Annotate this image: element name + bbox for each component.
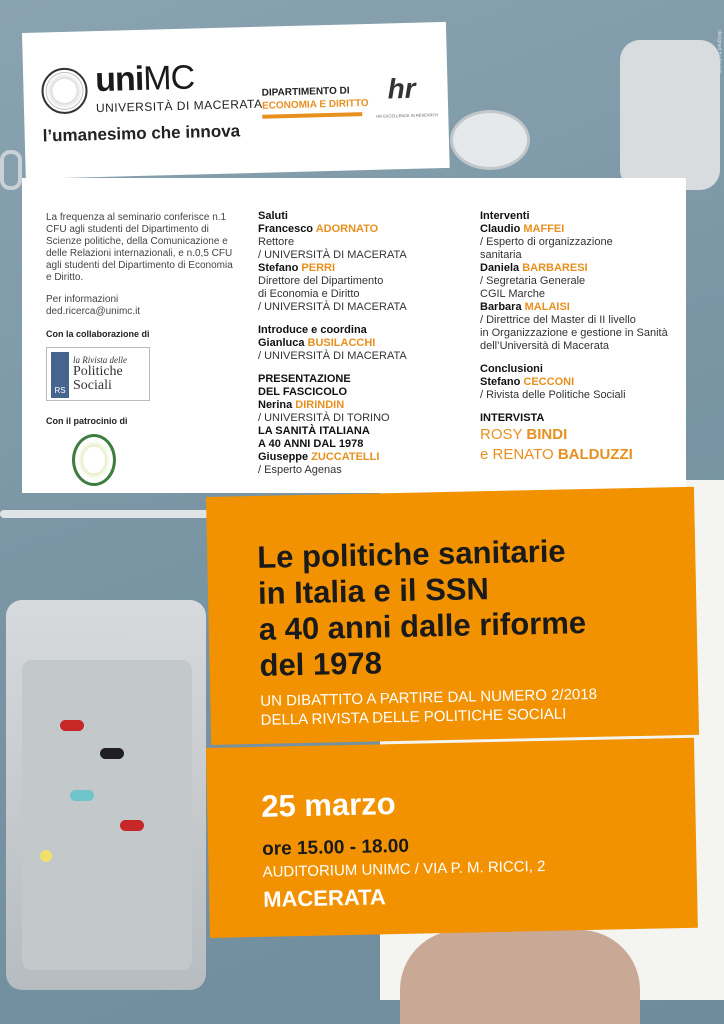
speaker-role: dell’Università di Macerata <box>480 340 609 352</box>
speaker-first-name: Giuseppe <box>258 451 312 463</box>
speaker-last-name: BUSILACCHI <box>307 337 376 349</box>
speaker-role: in Organizzazione e gestione in Sanità <box>480 327 668 339</box>
coordina-heading: Introduce e coordina <box>258 324 367 336</box>
speaker-first-name: Gianluca <box>258 337 308 349</box>
rivista-line1: la Rivista delle <box>73 355 127 365</box>
title-line: in Italia e il SSN <box>257 571 490 611</box>
speaker-last-name: DIRINDIN <box>295 399 345 411</box>
pill-decoration <box>120 820 144 831</box>
talk-title: A 40 ANNI DAL 1978 <box>258 438 364 450</box>
info-column-left <box>46 212 236 486</box>
motto: l’umanesimo che innova <box>42 121 241 146</box>
event-venue: AUDITORIUM UNIMC / VIA P. M. RICCI, 2 <box>262 857 546 881</box>
speaker-org: / UNIVERSITÀ DI MACERATA <box>258 249 407 261</box>
speaker-first-name: Daniela <box>480 262 523 274</box>
info-panel <box>22 178 686 493</box>
speaker-name <box>480 223 680 236</box>
collaboration-label: Con la collaborazione di <box>46 329 150 339</box>
event-title <box>257 531 690 684</box>
speaker-org: / UNIVERSITÀ DI MACERATA <box>258 301 407 313</box>
speaker-first-name: Francesco <box>258 223 316 235</box>
speaker-role: CGIL Marche <box>480 288 546 300</box>
thermometer-decoration <box>0 510 230 518</box>
guest-last-name: BALDUZZI <box>557 446 633 463</box>
hr-excellence-logo: hr <box>387 72 416 105</box>
subtitle-line: UN DIBATTITO A PARTIRE DAL NUMERO 2/2018 <box>260 685 598 710</box>
patronage-label: Con il patrocinio di <box>46 416 128 426</box>
steel-container-decoration <box>620 40 720 190</box>
speaker-first-name: Stefano <box>480 376 524 388</box>
speaker-role: Rettore <box>258 236 295 248</box>
hand-decoration <box>400 930 640 1024</box>
intervista-heading: INTERVISTA <box>480 412 545 424</box>
speaker-first-name: Nerina <box>258 399 296 411</box>
contact-email[interactable]: ded.ricerca@unimc.it <box>46 306 141 317</box>
pill-decoration <box>60 720 84 731</box>
speaker-org: / UNIVERSITÀ DI MACERATA <box>258 350 407 362</box>
speaker-last-name: BARBARESI <box>522 262 588 274</box>
consiglio-regionale-seal-icon <box>72 434 116 486</box>
title-line: del 1978 <box>259 645 383 683</box>
speaker-first-name: Stefano <box>258 262 302 274</box>
department-name: ECONOMIA E DIRITTO <box>261 97 369 112</box>
photo-credit-text: designed by freepik <box>716 30 722 74</box>
pill-decoration <box>100 748 124 759</box>
rivista-mark: RS <box>51 352 69 398</box>
title-line: Le politiche sanitarie <box>256 533 566 575</box>
rivista-line3: Sociali <box>73 378 112 393</box>
tray-inner-decoration <box>22 660 192 970</box>
speaker-last-name: MALAISI <box>524 301 570 313</box>
speaker-last-name: CECCONI <box>523 376 575 388</box>
speaker-name <box>480 376 680 389</box>
brand-logo <box>95 59 195 101</box>
speaker-last-name: ZUCCATELLI <box>311 451 380 463</box>
speaker-role: di Economia e Diritto <box>258 288 360 300</box>
title-line: a 40 anni dalle riforme <box>258 605 587 647</box>
speaker-name <box>258 451 458 464</box>
credits-text: La frequenza al seminario conferisce n.1 CFU agli studenti del Dipartimento di Scienze politiche, della Comunicazione e delle Relazioni internazionali, e n.0,5 CFU agli studenti del Dipartimento di Economia e Diritto. <box>46 212 233 283</box>
pill-decoration <box>40 850 52 862</box>
speaker-name <box>480 262 680 275</box>
guest-first-name: e RENATO <box>480 446 558 463</box>
speaker-org: / Rivista delle Politiche Sociali <box>480 389 626 401</box>
event-city: MACERATA <box>262 884 387 912</box>
hr-excellence-caption: HR EXCELLENCE IN RESEARCH <box>376 112 439 119</box>
speaker-name <box>258 399 458 412</box>
speaker-name <box>480 301 680 314</box>
saluti-heading: Saluti <box>258 210 288 222</box>
department-label <box>261 84 368 113</box>
speaker-org: / UNIVERSITÀ DI TORINO <box>258 412 390 424</box>
university-name: UNIVERSITÀ DI MACERATA <box>95 96 263 116</box>
speaker-name <box>258 262 458 275</box>
rivista-politiche-sociali-logo <box>46 347 150 401</box>
speaker-role: / Segretaria Generale <box>480 275 586 287</box>
intervista-guest <box>480 445 680 465</box>
department-line1: DIPARTIMENTO DI <box>261 85 350 99</box>
speaker-name <box>258 223 458 236</box>
jar-lid-decoration <box>450 110 530 170</box>
speaker-role: / Direttrice del Master di II livello <box>480 314 636 326</box>
speaker-last-name: ADORNATO <box>315 223 379 235</box>
date-box <box>206 738 698 938</box>
speaker-org: / Esperto Agenas <box>258 464 342 476</box>
speaker-role: / Esperto di organizzazione <box>480 236 613 248</box>
event-date: 25 marzo <box>260 786 396 824</box>
interventi-heading: Interventi <box>480 210 530 222</box>
event-time: ore 15.00 - 18.00 <box>261 835 410 860</box>
event-subtitle <box>260 683 681 730</box>
speaker-name <box>258 337 458 350</box>
speaker-last-name: PERRI <box>301 262 336 274</box>
title-box <box>206 487 699 745</box>
speaker-last-name: MAFFEI <box>523 223 565 235</box>
university-seal-icon <box>41 67 88 114</box>
presentazione-heading: DEL FASCICOLO <box>258 386 348 398</box>
brand-bold: uni <box>94 59 144 100</box>
department-underline <box>262 112 362 119</box>
contact-label: Per informazioni <box>46 294 119 305</box>
brand-light: MC <box>142 58 195 98</box>
pill-decoration <box>70 790 94 801</box>
guest-last-name: BINDI <box>526 426 568 443</box>
talk-title: LA SANITÀ ITALIANA <box>258 425 370 437</box>
speaker-first-name: Barbara <box>480 301 525 313</box>
info-column-middle <box>258 210 458 477</box>
speaker-first-name: Claudio <box>480 223 524 235</box>
header-band <box>22 22 450 179</box>
speaker-role: Direttore del Dipartimento <box>258 275 384 287</box>
conclusioni-heading: Conclusioni <box>480 363 543 375</box>
scissors-decoration <box>0 150 22 190</box>
info-column-right <box>480 210 680 465</box>
intervista-guest <box>480 425 680 445</box>
speaker-role: sanitaria <box>480 249 522 261</box>
guest-first-name: ROSY <box>480 426 527 443</box>
subtitle-line: DELLA RIVISTA DELLE POLITICHE SOCIALI <box>260 705 567 729</box>
presentazione-heading: PRESENTAZIONE <box>258 373 351 385</box>
rivista-line2: Politiche <box>73 364 123 379</box>
